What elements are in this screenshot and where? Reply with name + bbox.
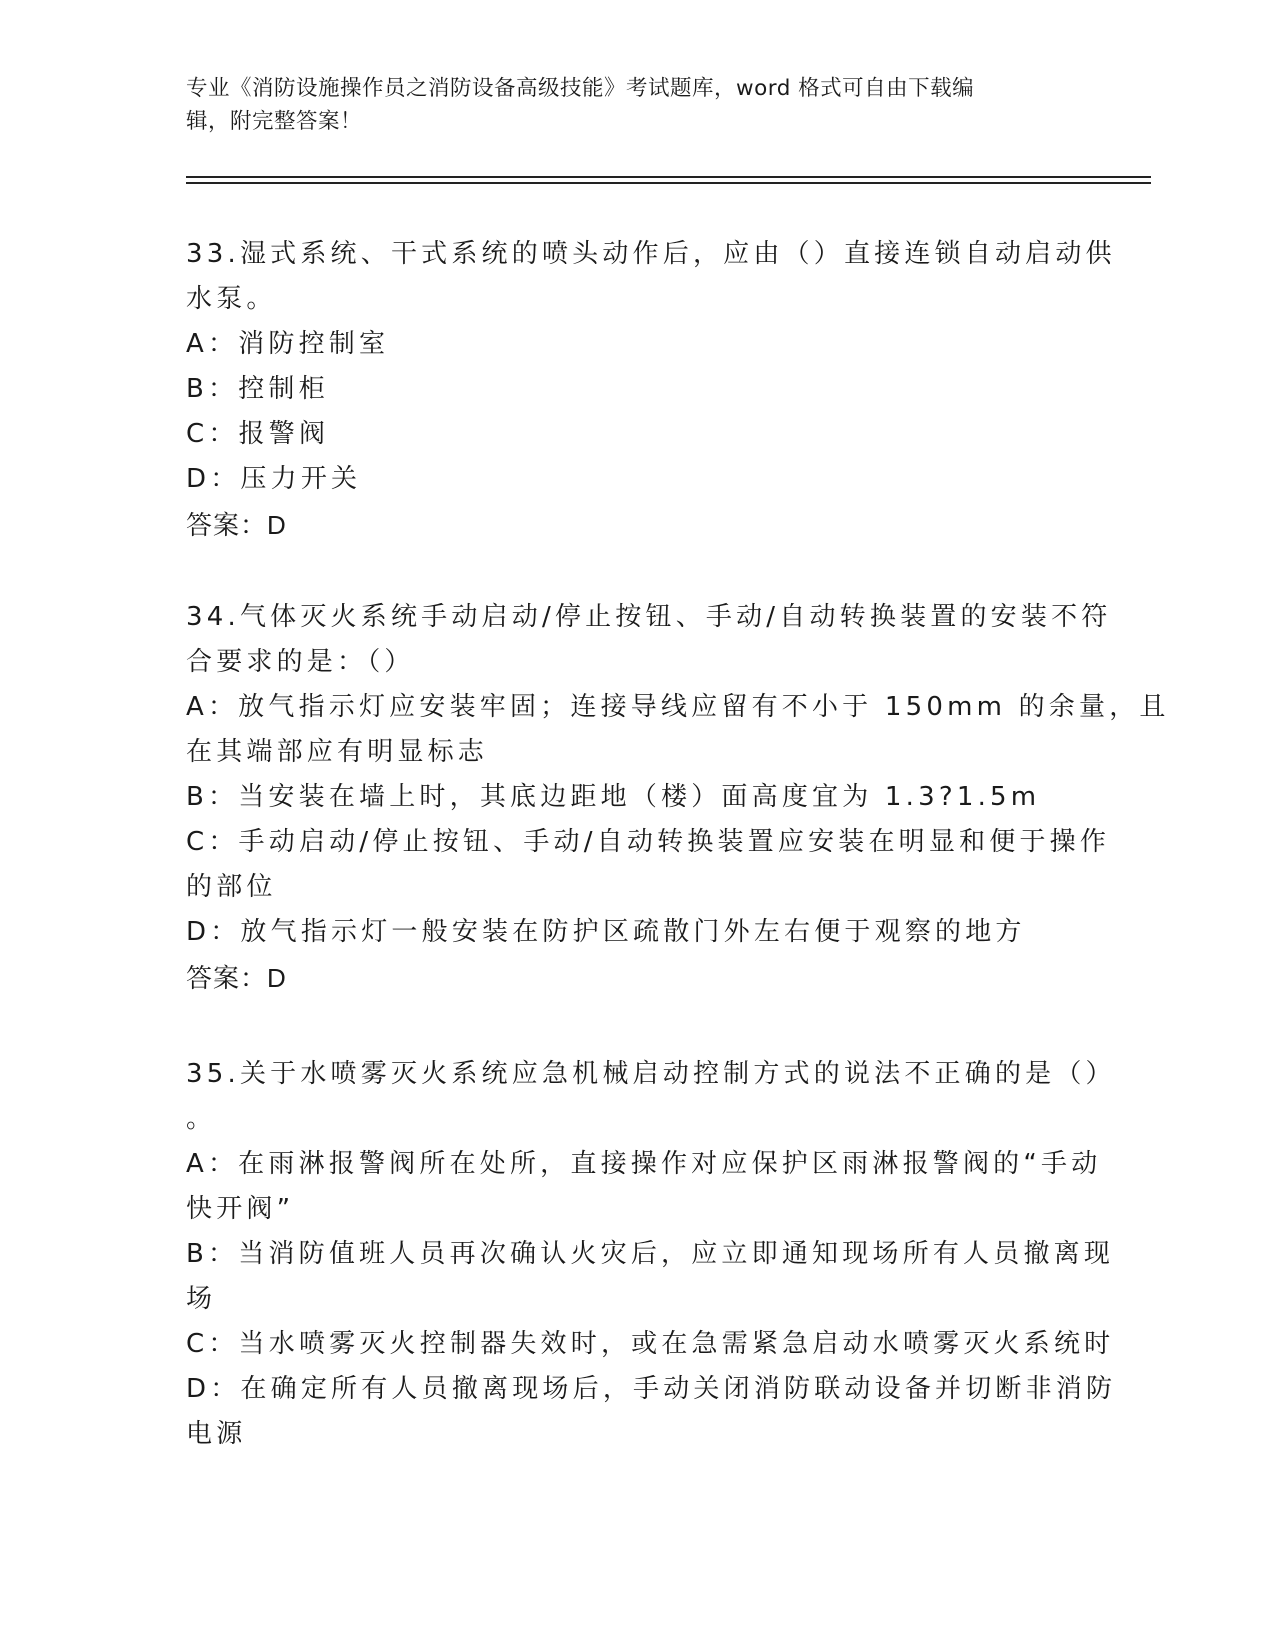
option-c: 的部位 xyxy=(186,872,277,902)
header-line: 专业《消防设施操作员之消防设备高级技能》考试题库，word 格式可自由下载编 xyxy=(186,76,975,101)
question-text: 。 xyxy=(186,1104,217,1134)
option-a: 快开阀” xyxy=(186,1194,295,1224)
document-header xyxy=(186,72,1066,138)
option-a: A：在雨淋报警阀所在处所，直接操作对应保护区雨淋报警阀的“手动 xyxy=(186,1149,1102,1179)
option-a: A：消防控制室 xyxy=(186,329,390,359)
option-c: C：报警阀 xyxy=(186,419,330,449)
header-line: 辑，附完整答案！ xyxy=(186,109,363,134)
question-text: 水泵。 xyxy=(186,284,277,314)
option-c: C：当水喷雾灭火控制器失效时，或在急需紧急启动水喷雾灭火系统时 xyxy=(186,1329,1115,1359)
question-text: 34.气体灭火系统手动启动/停止按钮、手动/自动转换装置的安装不符 xyxy=(186,602,1112,632)
option-d: 电源 xyxy=(186,1419,247,1449)
option-b: B：当消防值班人员再次确认火灾后，应立即通知现场所有人员撤离现 xyxy=(186,1239,1115,1269)
option-a: 在其端部应有明显标志 xyxy=(186,737,489,767)
question-34 xyxy=(186,595,1170,1001)
option-b: B：控制柜 xyxy=(186,374,329,404)
question-text: 33.湿式系统、干式系统的喷头动作后，应由（）直接连锁自动启动供 xyxy=(186,239,1116,269)
answer-label: 答案：D xyxy=(186,963,287,993)
option-d: D：在确定所有人员撤离现场后，手动关闭消防联动设备并切断非消防 xyxy=(186,1374,1117,1404)
question-33 xyxy=(186,232,1116,548)
option-c: C：手动启动/停止按钮、手动/自动转换装置应安装在明显和便于操作 xyxy=(186,827,1111,857)
option-d: D：压力开关 xyxy=(186,464,362,494)
question-text: 合要求的是：（） xyxy=(186,647,415,677)
option-b: B：当安装在墙上时，其底边距地（楼）面高度宜为 1.3?1.5m xyxy=(186,782,1041,812)
question-text: 35.关于水喷雾灭火系统应急机械启动控制方式的说法不正确的是（） xyxy=(186,1059,1116,1089)
option-d: D：放气指示灯一般安装在防护区疏散门外左右便于观察的地方 xyxy=(186,917,1026,947)
answer-label: 答案：D xyxy=(186,510,287,540)
option-b: 场 xyxy=(186,1284,217,1314)
option-a: A：放气指示灯应安装牢固；连接导线应留有不小于 150mm 的余量，且 xyxy=(186,692,1170,722)
question-35 xyxy=(186,1052,1117,1457)
header-divider xyxy=(186,176,1151,178)
header-divider xyxy=(186,182,1151,184)
